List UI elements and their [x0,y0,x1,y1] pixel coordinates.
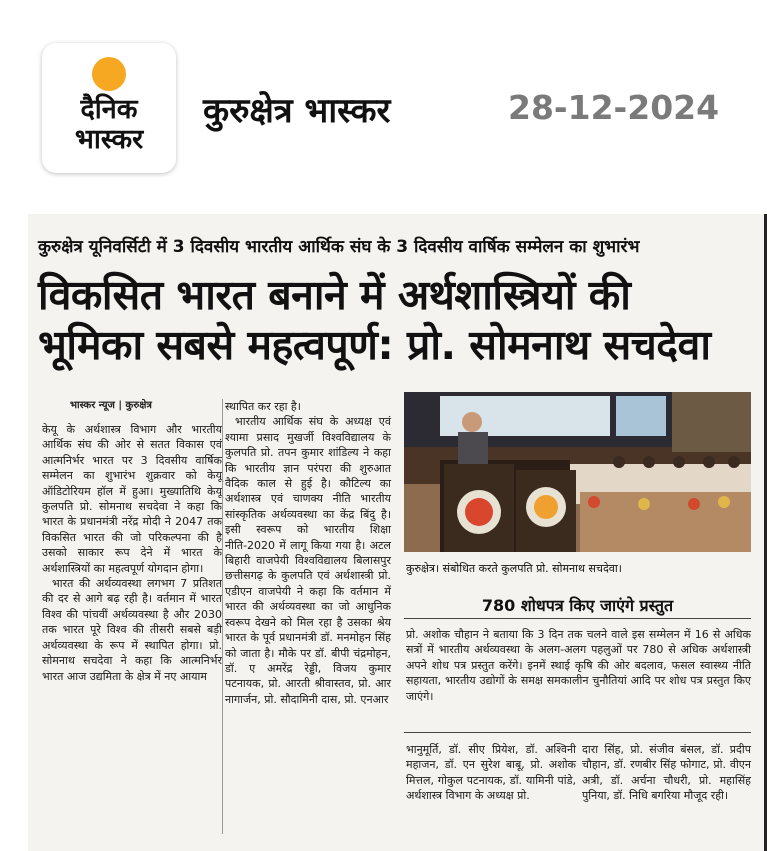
box-rule [404,732,751,733]
photo-caption: कुरुक्षेत्र। संबोधित करते कुलपति प्रो. सोमनाथ सचदेवा। [406,562,622,575]
sun-icon [92,57,126,91]
kicker: कुरुक्षेत्र यूनिवर्सिटी में 3 दिवसीय भारतीय आर्थिक संघ के 3 दिवसीय वार्षिक सम्मेलन का शुभारंभ [38,237,640,257]
boxed-text: प्रो. अशोक चौहान ने बताया कि 3 दिन तक चलने वाले इस सम्मेलन में 16 से अधिक सत्रों में भारतीय अर्थव्यवस्था के अलग-अलग पहलुओं पर 780 से अधिक अर्थशास्त्री अपने शोध पत्र प्रस्तुत करेंगे। इनमें स्थाई कृषि की ओर बदलाव, फसल स्वास्थ्य नीति सहायता, भारतीय उद्योगों के समक्ष समकालीन चुनौतियां आदि पर शोध पत्र प्रस्तुत किए जाएंगे। [406,628,751,703]
news-photo [404,392,751,552]
column-divider [222,399,223,834]
subhead: 780 शोधपत्र किए जाएंगे प्रस्तुत [481,596,674,615]
edition-title: कुरुक्षेत्र भास्कर [203,91,391,131]
paragraph: भारतीय आर्थिक संघ के अध्यक्ष एवं श्यामा प्रसाद मुखर्जी विश्वविद्यालय के कुलपति प्रो. तपन कुमार शांडिल्य ने कहा कि भारतीय ज्ञान परंपरा की शुरुआत वैदिक काल से हुई है। कौटिल्य का अर्थशास्त्र एवं चाणक्य नीति भारतीय सांस्कृतिक अर्थव्यवस्था का केंद्र बिंदु है। इसी स्वरूप को भारतीय शिक्षा नीति-2020 में लागू किया गया है। अटल बिहारी वाजपेयी विश्वविद्यालय बिलासपुर छत्तीसगढ़ के कुलपति एवं अर्थशास्त्री प्रो. एडीएन वाजपेयी ने कहा कि वर्तमान में भारत की अर्थव्यवस्था का जो आधुनिक स्वरूप देखने को मिल रहा है उसका श्रेय भारत के पूर्व प्रधानमंत्री डॉ. मनमोहन सिंह को जाता है। मौके पर डॉ. बीपी चंद्रमोहन, डॉ. ए अमरेंद्र रेड्डी, विजय कुमार पटनायक, प्रो. आरती श्रीवास्तव, प्रो. आर नागार्जन, प्रो. सौदामिनी दास, प्रो. एनआर [225,415,391,706]
edition-date: 28-12-2024 [508,88,720,127]
newspaper-clipping [28,214,767,851]
headline-line-1: विकसित भारत बनाने में अर्थशास्त्रियों की [38,271,631,319]
dainik-bhaskar-logo [42,43,176,173]
paragraph: भारत की अर्थव्यवस्था लगभग 7 प्रतिशत की दर से आगे बढ़ रही है। वर्तमान में भारत विश्व की पांचवीं अर्थव्यवस्था है और 2030 तक भारत पूरे विश्व की तीसरी सबसे बड़ी अर्थव्यवस्था के रूप में स्थापित होगा। प्रो. सोमनाथ सचदेवा ने कहा कि आत्मनिर्भर भारत आज उद्यमिता के क्षेत्र में नए आयाम [42,577,222,683]
paragraph: केयू के अर्थशास्त्र विभाग और भारतीय आर्थिक संघ की ओर से सतत विकास एवं आत्मनिर्भर भारत पर 3 दिवसीय वार्षिक सम्मेलन का शुभारंभ शुक्रवार को केयू ऑडिटोरियम हॉल में हुआ। मुख्यातिथि केयू कुलपति प्रो. सोमनाथ सचदेवा ने कहा कि भारत के प्रधानमंत्री नरेंद्र मोदी ने 2047 तक विकसित भारत की जो परिकल्पना की है उसको साकार रूप देने में भारत के अर्थशास्त्रियों का महत्वपूर्ण योगदान होगा। [42,423,222,575]
subhead-rule [404,618,751,619]
headline-line-2: भूमिका सबसे महत्वपूर्ण: प्रो. सोमनाथ सचदेवा [38,321,711,369]
conference-photo-illustration [404,392,751,552]
byline: भास्कर न्यूज | कुरुक्षेत्र [70,400,152,411]
attendees-column-2: दारा सिंह, प्रो. संजीव बंसल, डॉ. प्रदीप चौहान, डॉ. रणबीर सिंह फोगाट, प्रो. वीएन अत्री, डॉ. अर्चना चौधरी, प्रो. महासिंह पुनिया, डॉ. निधि बगरिया मौजूद रही। [582,743,751,803]
logo-line-1: दैनिक [80,94,138,125]
attendees-column-1: भानुमूर्ति, डॉ. सीए प्रियेश, डॉ. अश्विनी महाजन, डॉ. एन सुरेश बाबू, प्रो. अशोक मित्तल, गोकुल पटनायक, डॉ. यामिनी पांडे, अर्थशास्त्र विभाग के अध्यक्ष प्रो. [406,743,576,803]
column-2 [225,399,391,707]
paragraph: स्थापित कर रहा है। [225,400,301,413]
column-1 [42,422,222,684]
headline [38,270,758,370]
logo-line-2: भास्कर [74,124,144,155]
